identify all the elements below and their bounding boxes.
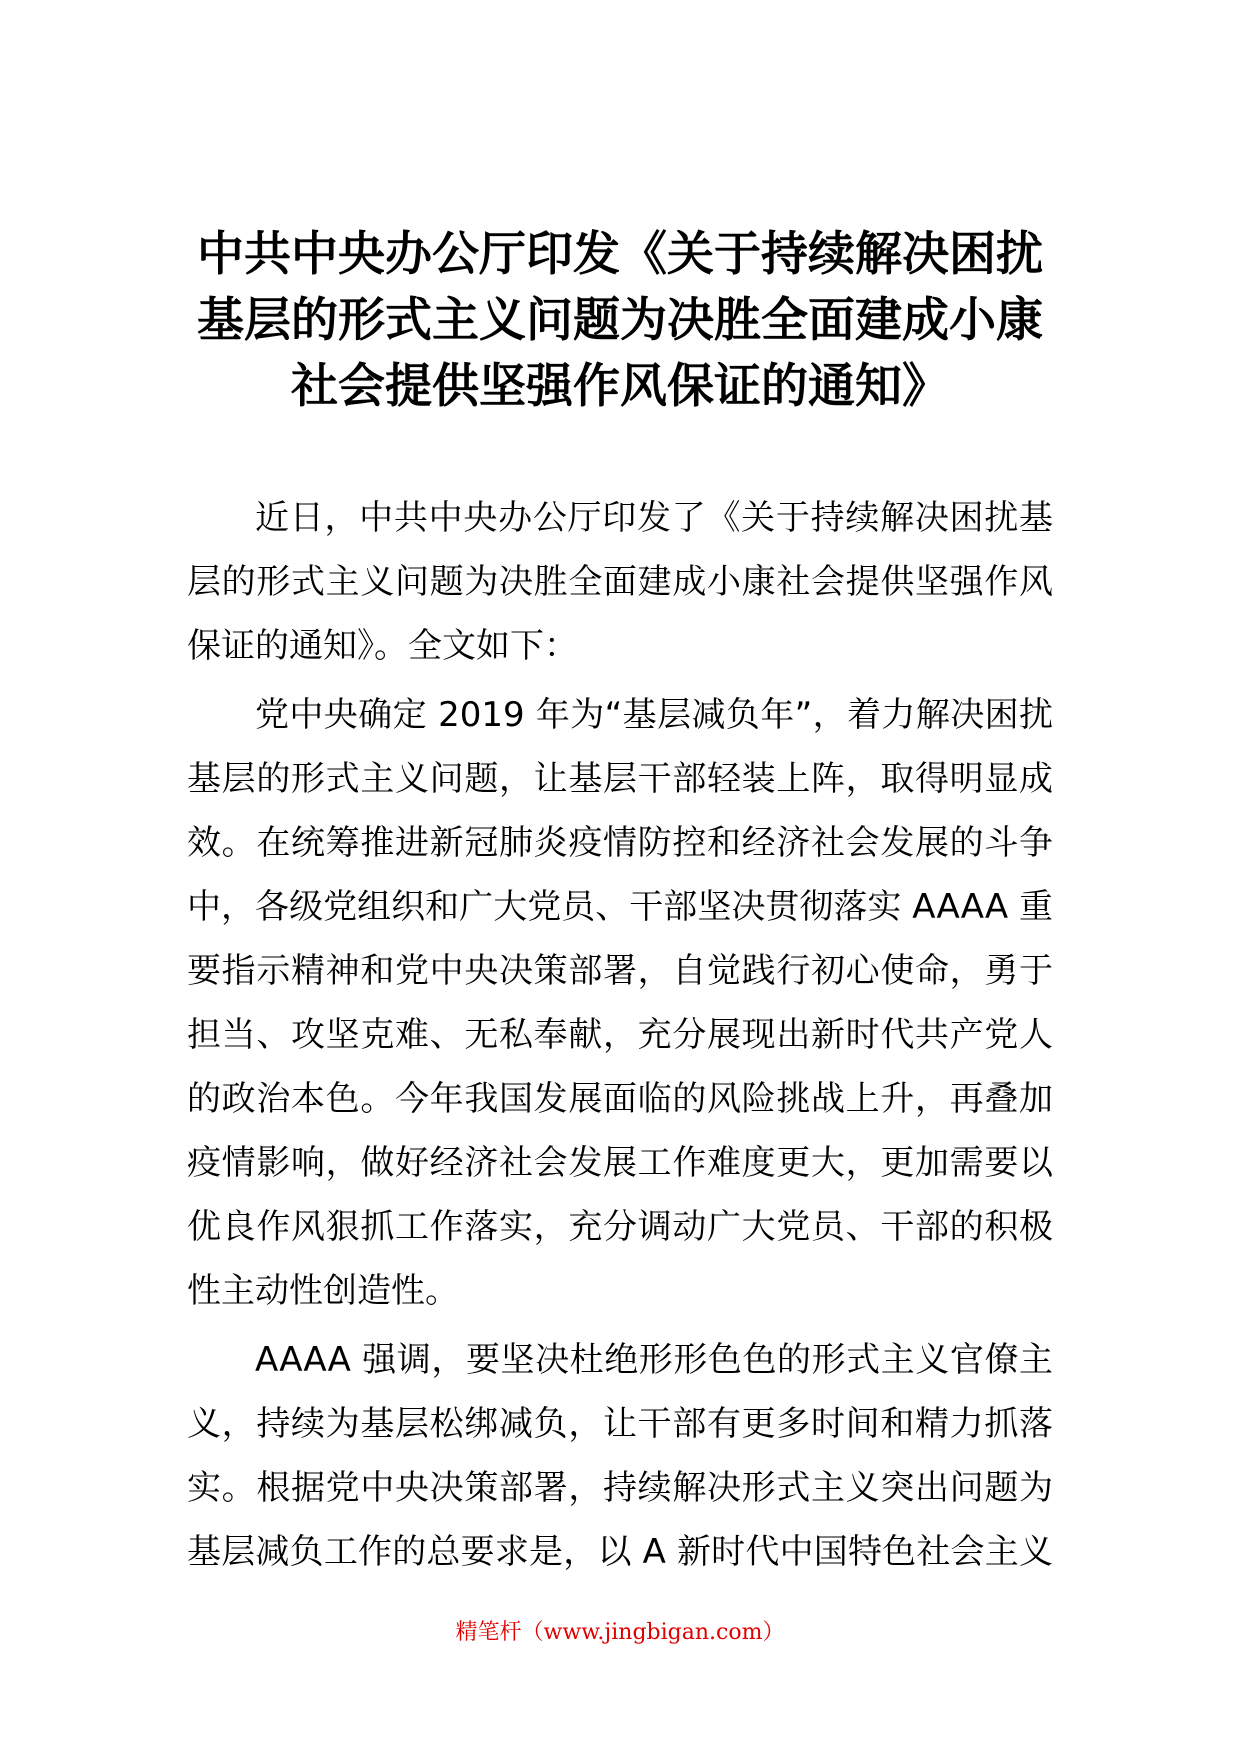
text-line: 性主动性创造性。 [187, 1271, 459, 1311]
text-line: 层的形式主义问题为决胜全面建成小康社会提供坚强作风 [187, 562, 1053, 602]
text-line: AAAA 强调，要坚决杜绝形形色色的形式主义官僚主 [255, 1340, 1053, 1380]
text-line: 义，持续为基层松绑减负，让干部有更多时间和精力抓落 [187, 1404, 1053, 1444]
text-line: 基层的形式主义问题，让基层干部轻装上阵，取得明显成 [187, 759, 1053, 799]
paragraph [187, 486, 1053, 678]
title-line: 中共中央办公厅印发《关于持续解决困扰 [197, 227, 1043, 282]
text-line: 中，各级党组织和广大党员、干部坚决贯彻落实 AAAA 重 [187, 887, 1053, 927]
document-title [180, 222, 1060, 420]
text-line: 基层减负工作的总要求是，以 A 新时代中国特色社会主义 [187, 1532, 1053, 1572]
text-line: 党中央确定 2019 年为“基层减负年”，着力解决困扰 [255, 695, 1053, 735]
text-line: 近日，中共中央办公厅印发了《关于持续解决困扰基 [255, 498, 1053, 538]
text-line: 疫情影响，做好经济社会发展工作难度更大，更加需要以 [187, 1143, 1053, 1183]
paragraph [187, 1328, 1053, 1584]
text-line: 效。在统筹推进新冠肺炎疫情防控和经济社会发展的斗争 [187, 823, 1053, 863]
title-line: 社会提供坚强作风保证的通知》 [291, 359, 949, 414]
text-line: 优良作风狠抓工作落实，充分调动广大党员、干部的积极 [187, 1207, 1053, 1247]
document-body [187, 486, 1053, 1589]
title-line: 基层的形式主义问题为决胜全面建成小康 [197, 293, 1043, 348]
text-line: 的政治本色。今年我国发展面临的风险挑战上升，再叠加 [187, 1079, 1053, 1119]
text-line: 担当、攻坚克难、无私奉献，充分展现出新时代共产党人 [187, 1015, 1053, 1055]
text-line: 要指示精神和党中央决策部署，自觉践行初心使命，勇于 [187, 951, 1053, 991]
text-line: 保证的通知》。全文如下： [187, 626, 578, 666]
watermark-footer: 精笔杆（www.jingbigan.com） [455, 1620, 785, 1645]
paragraph [187, 683, 1053, 1323]
text-line: 实。根据党中央决策部署，持续解决形式主义突出问题为 [187, 1468, 1053, 1508]
